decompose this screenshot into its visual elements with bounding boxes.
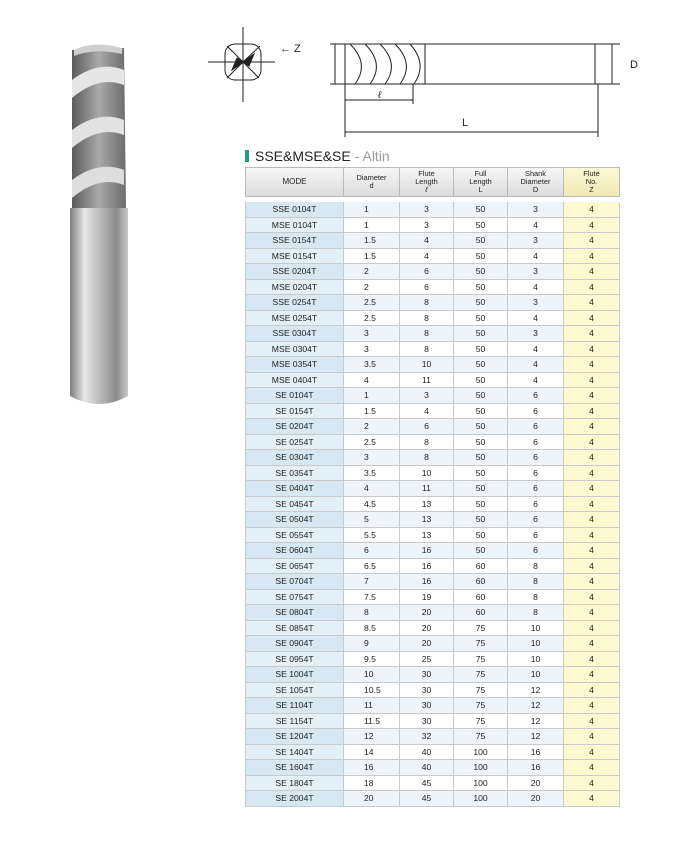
cell-flute-no: 4 [564,435,620,451]
table-row [245,264,620,280]
header-shank-diameter: Shank Diameter D [508,167,564,197]
cell-full-length: 50 [454,543,508,559]
cell-flute-no: 4 [564,295,620,311]
cell-shank-diameter: 6 [508,450,564,466]
cell-mode: SE 2004T [245,791,344,807]
table-row [245,590,620,606]
cell-shank-diameter: 3 [508,202,564,218]
cell-flute-length: 19 [400,590,454,606]
cell-diameter: 1.5 [344,233,400,249]
cell-diameter: 3.5 [344,357,400,373]
cell-mode: SE 1204T [245,729,344,745]
l-small-label: ℓ [378,90,382,101]
cell-flute-no: 4 [564,729,620,745]
cell-flute-length: 16 [400,543,454,559]
cell-flute-length: 13 [400,528,454,544]
cell-diameter: 4 [344,481,400,497]
cell-mode: SE 0754T [245,590,344,606]
cell-diameter: 4 [344,373,400,389]
cell-shank-diameter: 16 [508,745,564,761]
table-row [245,450,620,466]
cell-flute-no: 4 [564,683,620,699]
cell-shank-diameter: 12 [508,714,564,730]
cell-flute-no: 4 [564,326,620,342]
cell-mode: SE 0804T [245,605,344,621]
cell-full-length: 50 [454,357,508,373]
table-row [245,311,620,327]
cell-flute-no: 4 [564,776,620,792]
cell-full-length: 60 [454,559,508,575]
cell-flute-no: 4 [564,357,620,373]
cell-shank-diameter: 20 [508,791,564,807]
cell-diameter: 9.5 [344,652,400,668]
cell-full-length: 50 [454,311,508,327]
cell-shank-diameter: 4 [508,249,564,265]
heading-accent-bar [245,150,249,162]
cell-mode: MSE 0104T [245,218,344,234]
cell-flute-length: 6 [400,419,454,435]
cell-full-length: 75 [454,667,508,683]
cell-diameter: 20 [344,791,400,807]
cell-mode: SE 0454T [245,497,344,513]
table-row [245,636,620,652]
cell-full-length: 75 [454,729,508,745]
cell-flute-no: 4 [564,605,620,621]
cell-full-length: 60 [454,590,508,606]
cell-mode: SE 0204T [245,419,344,435]
table-row [245,280,620,296]
cell-diameter: 1.5 [344,249,400,265]
table-row [245,233,620,249]
cell-diameter: 2.5 [344,311,400,327]
cell-mode: SE 0154T [245,404,344,420]
cell-flute-no: 4 [564,636,620,652]
cell-diameter: 5 [344,512,400,528]
table-row [245,652,620,668]
cell-mode: SE 0704T [245,574,344,590]
cell-diameter: 6 [344,543,400,559]
cell-flute-no: 4 [564,404,620,420]
cell-diameter: 1 [344,388,400,404]
cell-diameter: 8.5 [344,621,400,637]
cell-mode: SE 0304T [245,450,344,466]
cell-mode: SSE 0104T [245,202,344,218]
cell-full-length: 50 [454,512,508,528]
cell-flute-no: 4 [564,419,620,435]
cell-flute-length: 11 [400,373,454,389]
cell-shank-diameter: 4 [508,357,564,373]
table-row [245,714,620,730]
cell-shank-diameter: 3 [508,295,564,311]
cell-flute-length: 8 [400,326,454,342]
heading-title: SSE&MSE&SE [255,148,351,164]
table-row [245,388,620,404]
table-row [245,342,620,358]
cell-flute-no: 4 [564,698,620,714]
cell-diameter: 14 [344,745,400,761]
side-view-drawing [330,44,620,137]
cell-flute-length: 13 [400,497,454,513]
cell-full-length: 50 [454,249,508,265]
cell-flute-length: 30 [400,683,454,699]
table-row [245,481,620,497]
cell-mode: SE 1404T [245,745,344,761]
cell-shank-diameter: 6 [508,481,564,497]
cell-full-length: 75 [454,636,508,652]
heading-suffix: - Altin [354,148,390,164]
l-big-label: L [462,117,469,129]
cell-full-length: 50 [454,264,508,280]
cell-shank-diameter: 12 [508,683,564,699]
cell-shank-diameter: 20 [508,776,564,792]
cell-diameter: 2 [344,280,400,296]
table-row [245,745,620,761]
cell-flute-length: 3 [400,218,454,234]
table-row [245,776,620,792]
cell-flute-no: 4 [564,249,620,265]
cell-full-length: 75 [454,714,508,730]
table-row [245,373,620,389]
cell-mode: SE 0654T [245,559,344,575]
cell-diameter: 10 [344,667,400,683]
cell-diameter: 18 [344,776,400,792]
cell-flute-no: 4 [564,667,620,683]
cell-full-length: 50 [454,373,508,389]
cell-full-length: 50 [454,481,508,497]
cell-shank-diameter: 4 [508,373,564,389]
cell-mode: SE 1054T [245,683,344,699]
cell-full-length: 60 [454,574,508,590]
cell-full-length: 50 [454,202,508,218]
cell-mode: SE 0404T [245,481,344,497]
cell-flute-length: 8 [400,450,454,466]
cell-mode: SE 0104T [245,388,344,404]
cell-shank-diameter: 6 [508,512,564,528]
cell-flute-length: 4 [400,404,454,420]
cell-diameter: 4.5 [344,497,400,513]
table-row [245,202,620,218]
cell-diameter: 8 [344,605,400,621]
cell-flute-length: 30 [400,667,454,683]
cell-flute-length: 45 [400,791,454,807]
cell-diameter: 3 [344,450,400,466]
cell-full-length: 50 [454,342,508,358]
cell-shank-diameter: 8 [508,559,564,575]
z-arrow: ← [280,43,291,55]
cell-shank-diameter: 10 [508,652,564,668]
cell-shank-diameter: 6 [508,528,564,544]
cell-flute-length: 40 [400,760,454,776]
cell-full-length: 50 [454,419,508,435]
cell-full-length: 75 [454,683,508,699]
cell-flute-no: 4 [564,481,620,497]
cell-full-length: 50 [454,466,508,482]
cell-flute-length: 8 [400,311,454,327]
spec-table [245,167,620,807]
cell-mode: MSE 0304T [245,342,344,358]
cell-mode: SE 1154T [245,714,344,730]
cell-mode: SE 0554T [245,528,344,544]
cell-flute-length: 30 [400,698,454,714]
cell-shank-diameter: 4 [508,311,564,327]
cell-full-length: 50 [454,218,508,234]
cell-mode: MSE 0404T [245,373,344,389]
table-row [245,698,620,714]
cell-flute-no: 4 [564,450,620,466]
cell-flute-no: 4 [564,466,620,482]
cell-flute-no: 4 [564,218,620,234]
cell-flute-length: 20 [400,636,454,652]
cell-full-length: 50 [454,497,508,513]
cell-full-length: 75 [454,698,508,714]
cell-shank-diameter: 6 [508,497,564,513]
cell-flute-length: 16 [400,574,454,590]
cell-shank-diameter: 4 [508,280,564,296]
cell-flute-length: 10 [400,357,454,373]
cell-diameter: 11.5 [344,714,400,730]
cell-shank-diameter: 8 [508,574,564,590]
cell-diameter: 3 [344,326,400,342]
table-row [245,574,620,590]
cell-flute-no: 4 [564,388,620,404]
cell-shank-diameter: 6 [508,435,564,451]
cell-diameter: 2.5 [344,295,400,311]
cell-flute-no: 4 [564,342,620,358]
cell-flute-no: 4 [564,559,620,575]
cell-shank-diameter: 6 [508,543,564,559]
cell-shank-diameter: 10 [508,621,564,637]
cell-diameter: 1 [344,218,400,234]
cell-flute-length: 3 [400,202,454,218]
cell-full-length: 50 [454,233,508,249]
cell-flute-no: 4 [564,590,620,606]
table-row [245,419,620,435]
cell-flute-no: 4 [564,497,620,513]
cell-mode: SE 1004T [245,667,344,683]
cell-flute-no: 4 [564,714,620,730]
cell-shank-diameter: 16 [508,760,564,776]
cell-shank-diameter: 3 [508,233,564,249]
cell-shank-diameter: 10 [508,667,564,683]
cell-shank-diameter: 8 [508,590,564,606]
cell-mode: SE 0954T [245,652,344,668]
cell-full-length: 50 [454,404,508,420]
cell-flute-length: 40 [400,745,454,761]
cell-full-length: 50 [454,528,508,544]
cell-full-length: 50 [454,295,508,311]
cell-full-length: 50 [454,326,508,342]
cell-flute-length: 4 [400,249,454,265]
cell-flute-length: 25 [400,652,454,668]
table-header-row [245,167,620,197]
cell-diameter: 11 [344,698,400,714]
table-row [245,497,620,513]
cell-flute-no: 4 [564,574,620,590]
table-row [245,605,620,621]
cell-shank-diameter: 4 [508,342,564,358]
cell-flute-length: 10 [400,466,454,482]
cell-shank-diameter: 12 [508,698,564,714]
cell-flute-no: 4 [564,202,620,218]
cell-full-length: 100 [454,791,508,807]
table-row [245,512,620,528]
cell-mode: SE 0354T [245,466,344,482]
cell-flute-length: 11 [400,481,454,497]
cell-shank-diameter: 3 [508,326,564,342]
cell-flute-no: 4 [564,760,620,776]
cell-flute-no: 4 [564,745,620,761]
cell-mode: SE 0254T [245,435,344,451]
cell-flute-length: 6 [400,280,454,296]
table-row [245,543,620,559]
cell-flute-no: 4 [564,512,620,528]
table-row [245,249,620,265]
header-flute-no: Flute No. Z [564,167,620,197]
cell-mode: SSE 0254T [245,295,344,311]
cell-mode: SE 0504T [245,512,344,528]
cell-full-length: 50 [454,435,508,451]
cell-full-length: 100 [454,776,508,792]
cell-diameter: 5.5 [344,528,400,544]
header-full-length: Full Length L [454,167,508,197]
section-heading [245,146,390,166]
cell-flute-no: 4 [564,652,620,668]
cell-flute-length: 45 [400,776,454,792]
table-row [245,729,620,745]
table-row [245,683,620,699]
cell-diameter: 10.5 [344,683,400,699]
cell-diameter: 9 [344,636,400,652]
end-mill-dimension-diagram [200,22,660,147]
table-row [245,435,620,451]
cell-flute-no: 4 [564,543,620,559]
cell-diameter: 2.5 [344,435,400,451]
cell-flute-no: 4 [564,311,620,327]
cell-shank-diameter: 10 [508,636,564,652]
table-row [245,621,620,637]
cell-mode: SSE 0304T [245,326,344,342]
cell-flute-length: 3 [400,388,454,404]
cell-flute-length: 13 [400,512,454,528]
cell-flute-no: 4 [564,373,620,389]
table-row [245,326,620,342]
table-row [245,218,620,234]
cell-shank-diameter: 6 [508,388,564,404]
cell-diameter: 1 [344,202,400,218]
cell-flute-length: 8 [400,342,454,358]
header-flute-length: Flute Length ℓ [400,167,454,197]
table-row [245,404,620,420]
cell-diameter: 1.5 [344,404,400,420]
d-label: D [630,59,638,71]
cell-flute-length: 6 [400,264,454,280]
cell-flute-no: 4 [564,791,620,807]
cell-flute-length: 16 [400,559,454,575]
table-row [245,667,620,683]
cell-flute-no: 4 [564,264,620,280]
end-mill-photo [64,40,134,412]
cell-mode: SE 1104T [245,698,344,714]
cell-mode: MSE 0354T [245,357,344,373]
header-diameter: Diameter d [344,167,400,197]
cell-flute-no: 4 [564,280,620,296]
cell-full-length: 100 [454,760,508,776]
cell-mode: SSE 0154T [245,233,344,249]
cell-full-length: 75 [454,621,508,637]
cell-mode: MSE 0254T [245,311,344,327]
cell-flute-length: 30 [400,714,454,730]
cell-diameter: 3.5 [344,466,400,482]
cell-shank-diameter: 12 [508,729,564,745]
cell-flute-length: 20 [400,621,454,637]
table-row [245,559,620,575]
cell-flute-no: 4 [564,233,620,249]
table-row [245,357,620,373]
cell-diameter: 2 [344,419,400,435]
cell-mode: MSE 0204T [245,280,344,296]
cell-diameter: 7.5 [344,590,400,606]
cell-flute-length: 32 [400,729,454,745]
cell-mode: SE 0604T [245,543,344,559]
cell-shank-diameter: 6 [508,404,564,420]
cell-flute-length: 8 [400,295,454,311]
cell-flute-no: 4 [564,528,620,544]
cell-mode: SSE 0204T [245,264,344,280]
cell-shank-diameter: 6 [508,419,564,435]
z-label: Z [294,43,301,55]
cell-diameter: 2 [344,264,400,280]
cell-shank-diameter: 4 [508,218,564,234]
table-row [245,528,620,544]
cell-flute-length: 8 [400,435,454,451]
cell-diameter: 7 [344,574,400,590]
cell-diameter: 16 [344,760,400,776]
cell-flute-length: 4 [400,233,454,249]
cell-full-length: 60 [454,605,508,621]
cell-diameter: 3 [344,342,400,358]
cell-flute-no: 4 [564,621,620,637]
table-row [245,760,620,776]
cell-mode: SE 0904T [245,636,344,652]
cell-mode: SE 1604T [245,760,344,776]
cell-full-length: 75 [454,652,508,668]
cell-shank-diameter: 6 [508,466,564,482]
cell-diameter: 6.5 [344,559,400,575]
cell-full-length: 100 [454,745,508,761]
cell-shank-diameter: 3 [508,264,564,280]
cell-full-length: 50 [454,388,508,404]
cell-diameter: 12 [344,729,400,745]
cell-full-length: 50 [454,450,508,466]
cell-mode: MSE 0154T [245,249,344,265]
cell-flute-length: 20 [400,605,454,621]
cell-shank-diameter: 8 [508,605,564,621]
cell-mode: SE 1804T [245,776,344,792]
end-view-drawing [208,27,275,102]
table-row [245,466,620,482]
table-row [245,791,620,807]
table-row [245,295,620,311]
cell-full-length: 50 [454,280,508,296]
cell-mode: SE 0854T [245,621,344,637]
header-mode: MODE [245,167,344,197]
